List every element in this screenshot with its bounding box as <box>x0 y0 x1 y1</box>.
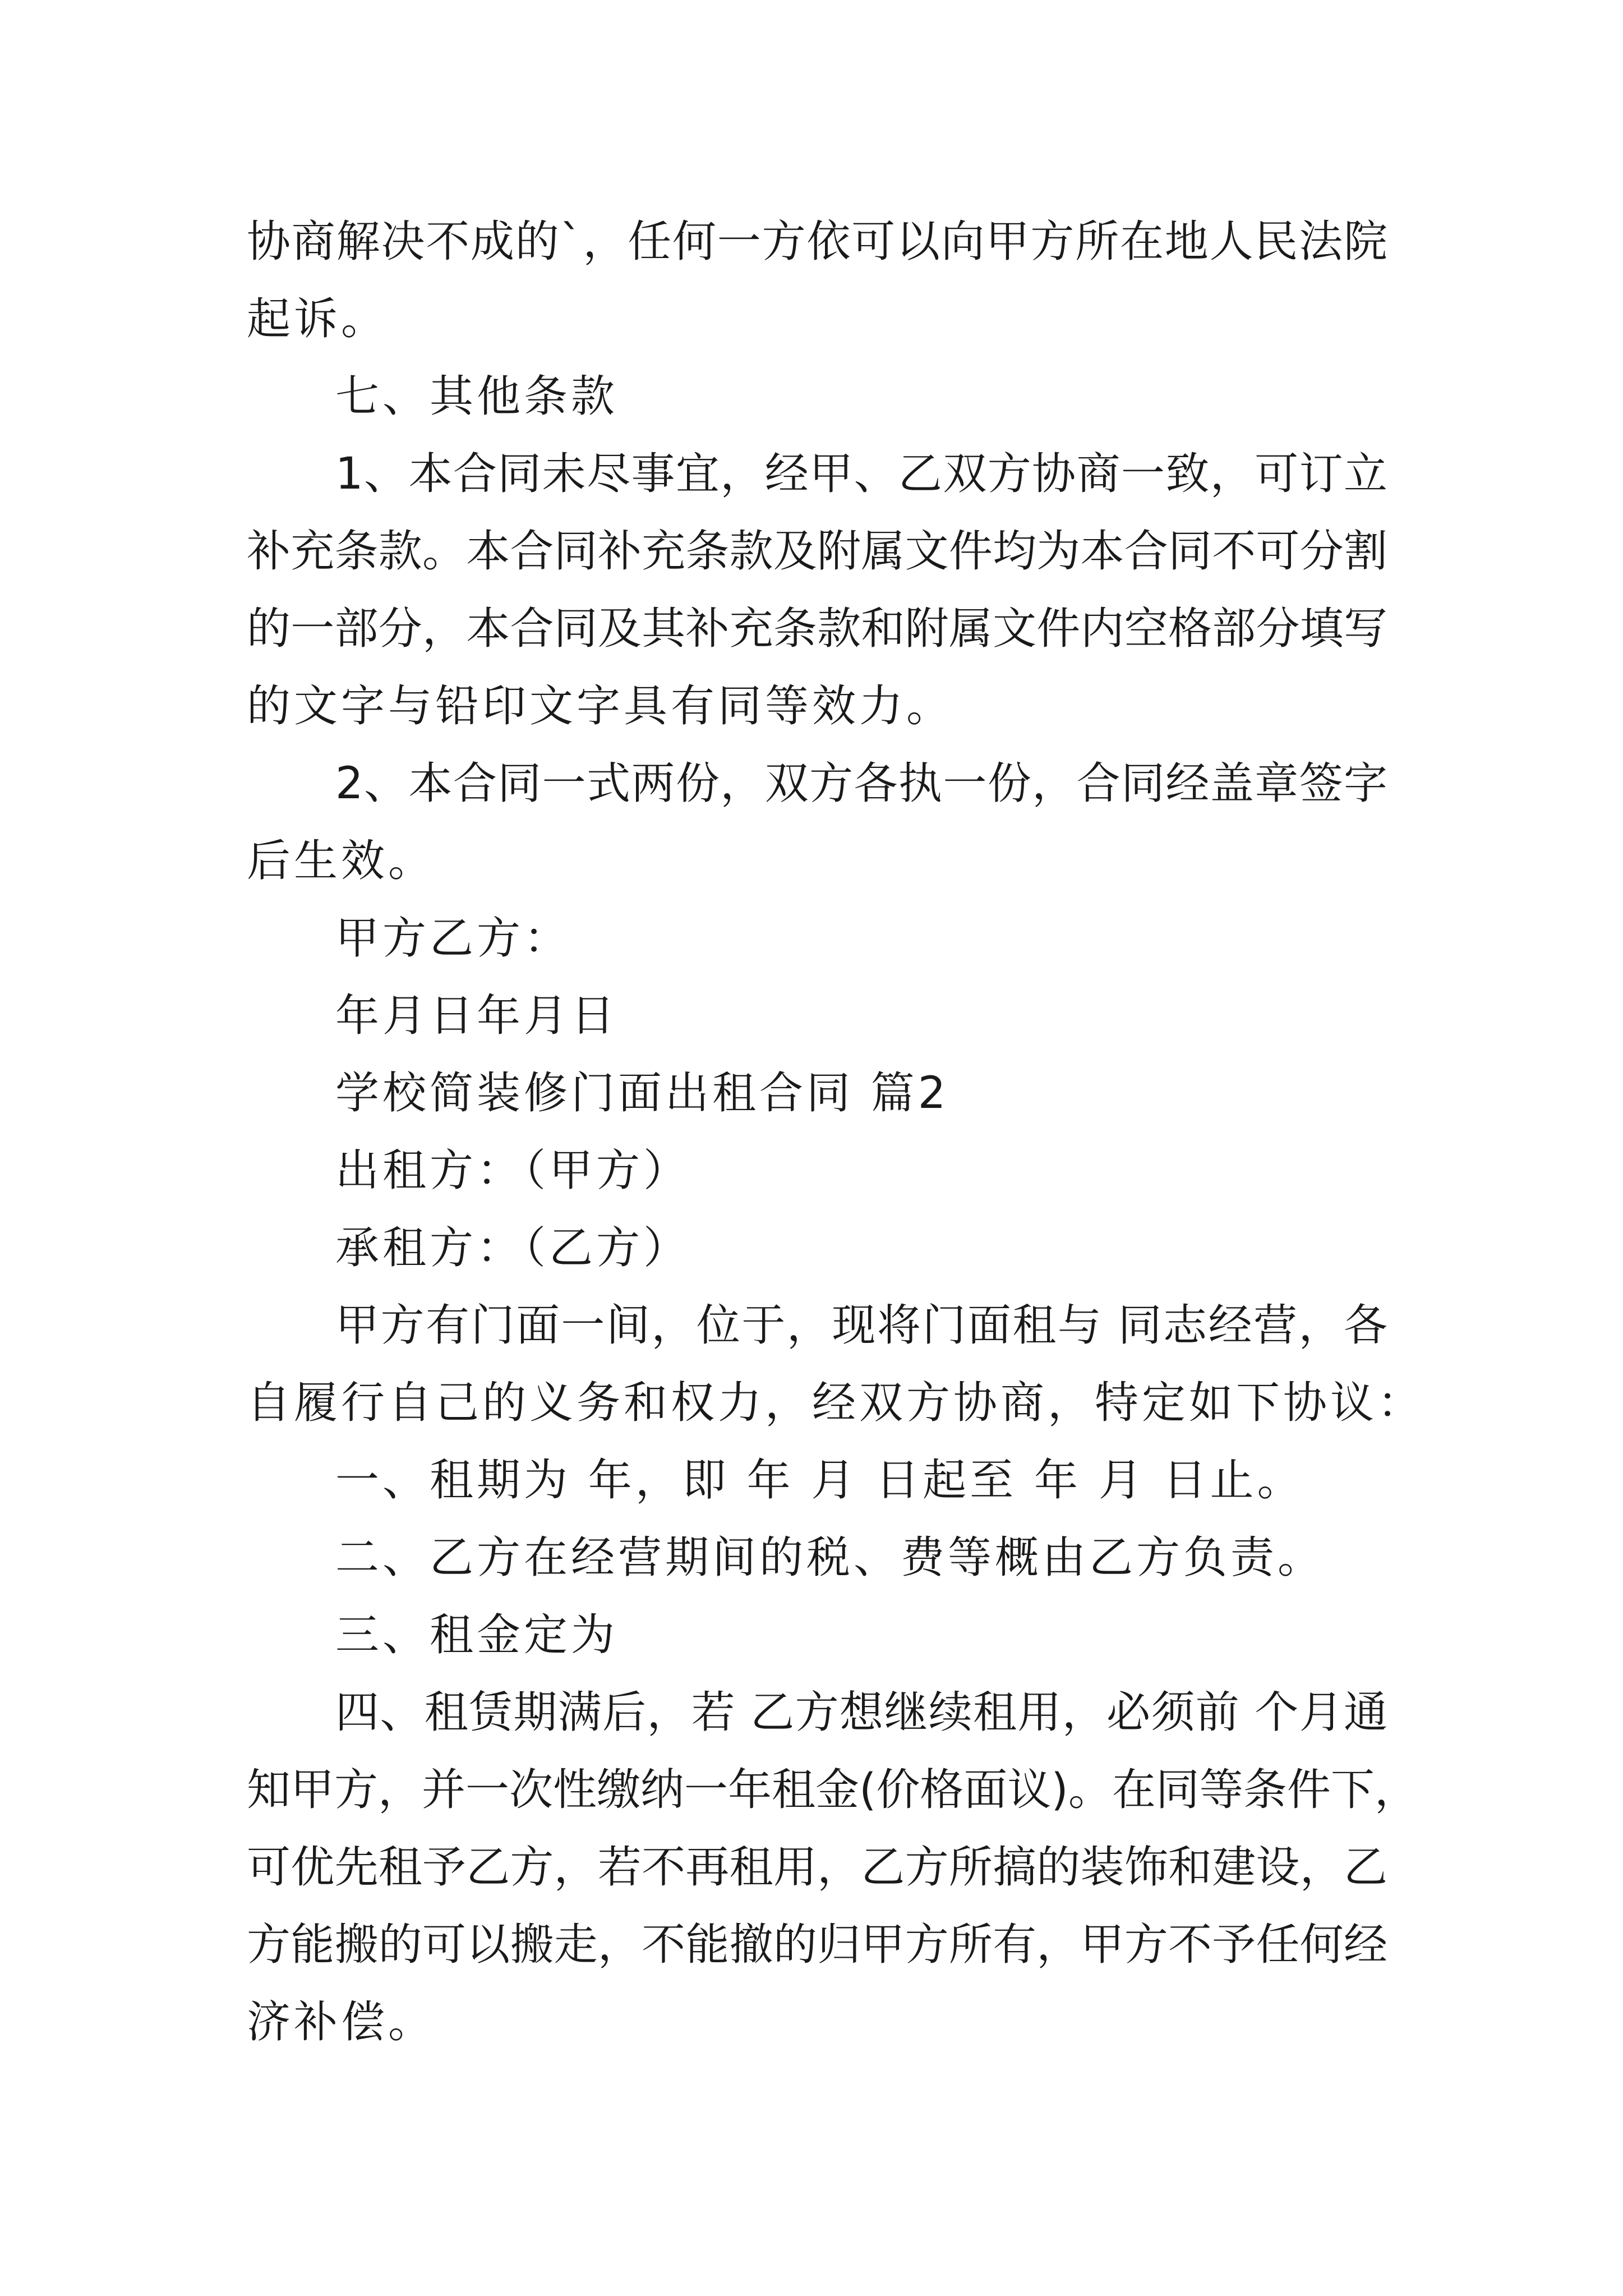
paragraph-line: 的文字与铅印文字具有同等效力。 <box>247 681 954 731</box>
paragraph-line: 方能搬的可以搬走，不能撤的归甲方所有，甲方不予任何经 <box>247 1920 1387 1970</box>
document-title: 学校简装修门面出租合同 篇2 <box>335 1068 949 1119</box>
lessor-field: 出租方：（甲方） <box>335 1145 691 1196</box>
lessee-field: 承租方：（乙方） <box>335 1223 691 1273</box>
paragraph-line: 起诉。 <box>247 294 389 344</box>
paragraph-line: 可优先租予乙方，若不再租用，乙方所搞的装饰和建设，乙 <box>247 1842 1387 1893</box>
clause-4: 四、租赁期满后，若 乙方想继续租用，必须前 个月通 <box>335 1687 1387 1738</box>
paragraph-line: 协商解决不成的`，任何一方依可以向甲方所在地人民法院 <box>247 217 1387 267</box>
paragraph-line: 知甲方，并一次性缴纳一年租金(价格面议)。在同等条件下， <box>247 1765 1418 1815</box>
signature-dates: 年月日年月日 <box>335 991 619 1041</box>
paragraph-line: 2、本合同一式两份，双方各执一份，合同经盖章签字 <box>335 758 1387 809</box>
paragraph-line: 甲方有门面一间，位于，现将门面租与 同志经营，各 <box>335 1300 1387 1351</box>
paragraph-line: 补充条款。本合同补充条款及附属文件均为本合同不可分割 <box>247 526 1387 577</box>
paragraph-line: 的一部分，本合同及其补充条款和附属文件内空格部分填写 <box>247 604 1387 654</box>
paragraph-line: 济补偿。 <box>247 1997 436 2047</box>
clause-1: 一、租期为 年，即 年 月 日起至 年 月 日止。 <box>335 1455 1304 1506</box>
signature-parties: 甲方乙方： <box>335 913 571 964</box>
paragraph-line: 后生效。 <box>247 836 436 886</box>
paragraph-line: 1、本合同未尽事宜，经甲、乙双方协商一致，可订立 <box>335 449 1387 499</box>
section-heading: 七、其他条款 <box>335 371 619 422</box>
paragraph-line: 自履行自己的义务和权力，经双方协商，特定如下协议： <box>247 1378 1425 1428</box>
clause-3: 三、租金定为 <box>335 1610 619 1660</box>
document-body <box>247 203 1425 2061</box>
clause-2: 二、乙方在经营期间的税、费等概由乙方负责。 <box>335 1533 1325 1583</box>
